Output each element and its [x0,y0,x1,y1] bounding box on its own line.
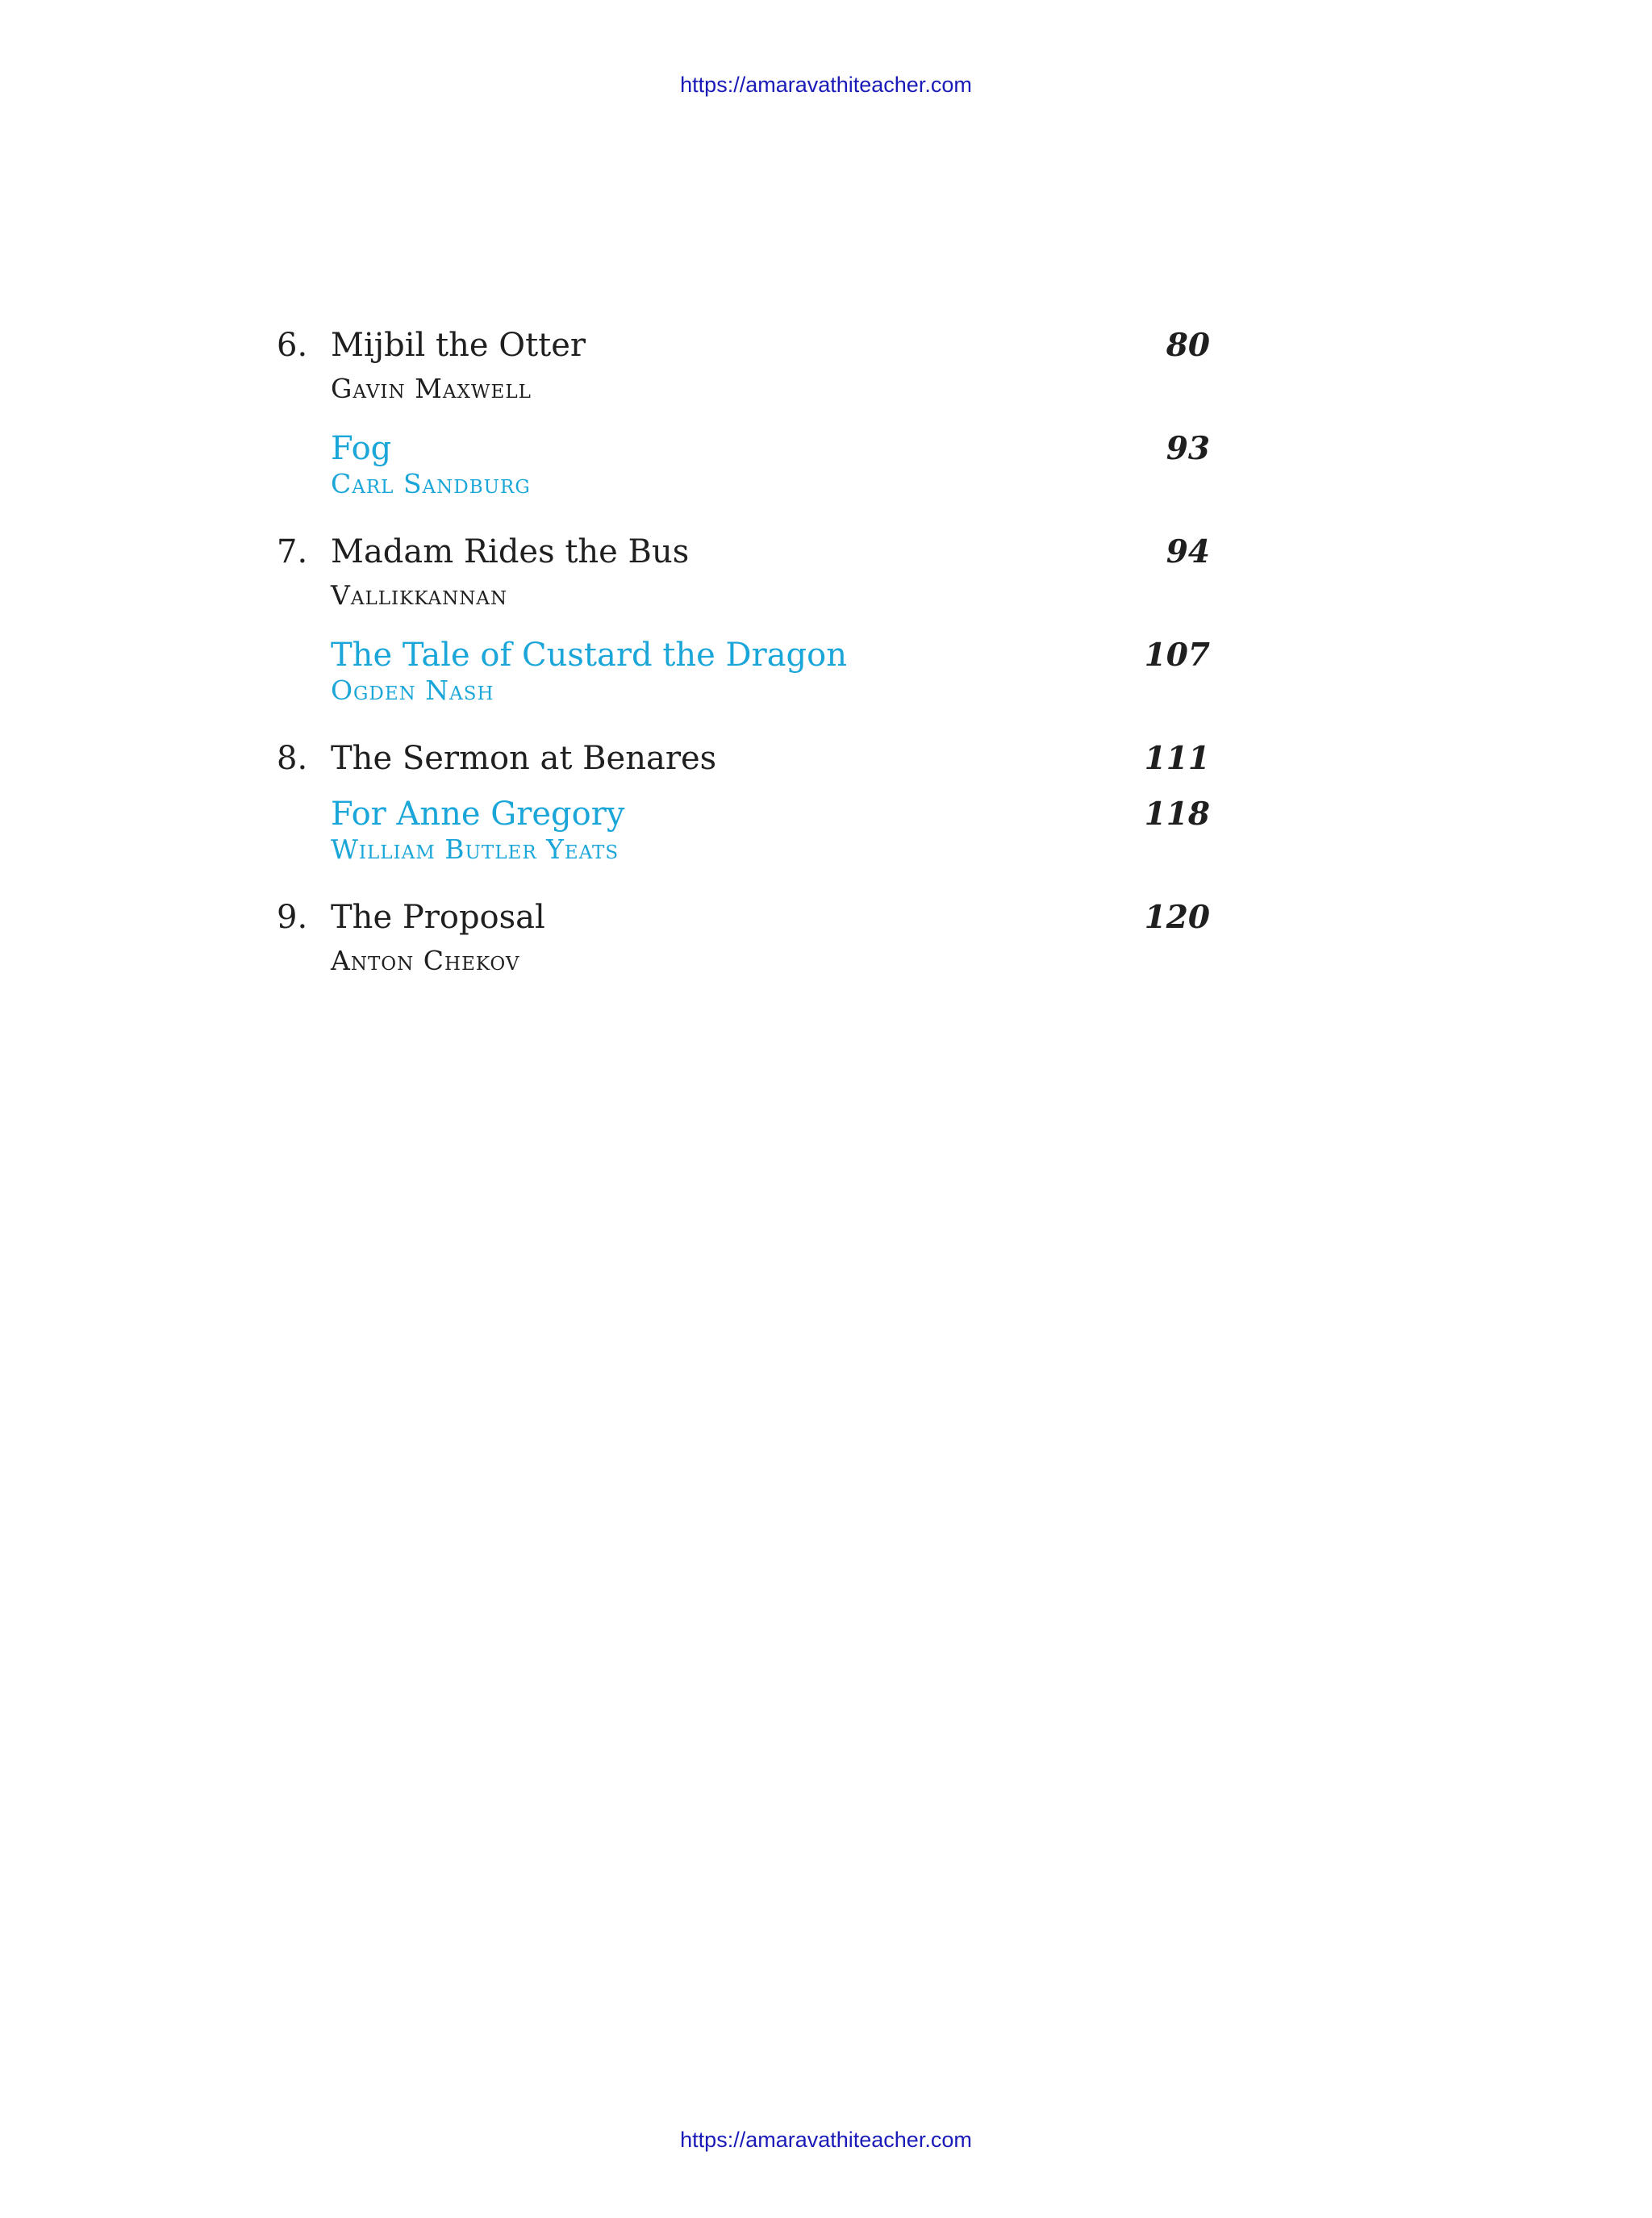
entry-title[interactable]: The Proposal [331,899,545,936]
entry-title[interactable]: Mijbil the Otter [331,327,586,364]
chapter-number: 7. [277,533,308,570]
chapter-number: 9. [277,899,308,936]
chapter-number: 6. [277,327,308,364]
entry-author: William Butler Yeats [331,833,620,865]
header-site-link[interactable]: https://amaravathiteacher.com [680,73,972,97]
entry-title[interactable]: Madam Rides the Bus [331,533,690,570]
page-number: 94 [1166,533,1210,570]
chapter-number: 8. [277,740,308,777]
entry-author: Anton Chekov [331,945,520,976]
entry-title[interactable]: The Sermon at Benares [331,740,717,777]
entry-author: Vallikkannan [331,579,508,611]
entry-author: Carl Sandburg [331,468,531,499]
entry-title[interactable]: For Anne Gregory [331,796,625,833]
page-number: 111 [1144,740,1210,777]
entry-title[interactable]: Fog [331,430,392,467]
page-number: 118 [1144,796,1210,833]
entry-author: Ogden Nash [331,675,494,706]
page-number: 93 [1166,430,1210,467]
entry-title[interactable]: The Tale of Custard the Dragon [331,637,847,674]
footer-site-link[interactable]: https://amaravathiteacher.com [680,2128,972,2152]
page-number: 120 [1144,899,1210,936]
page-number: 80 [1166,327,1210,364]
page-number: 107 [1144,637,1210,674]
entry-author: Gavin Maxwell [331,373,532,404]
